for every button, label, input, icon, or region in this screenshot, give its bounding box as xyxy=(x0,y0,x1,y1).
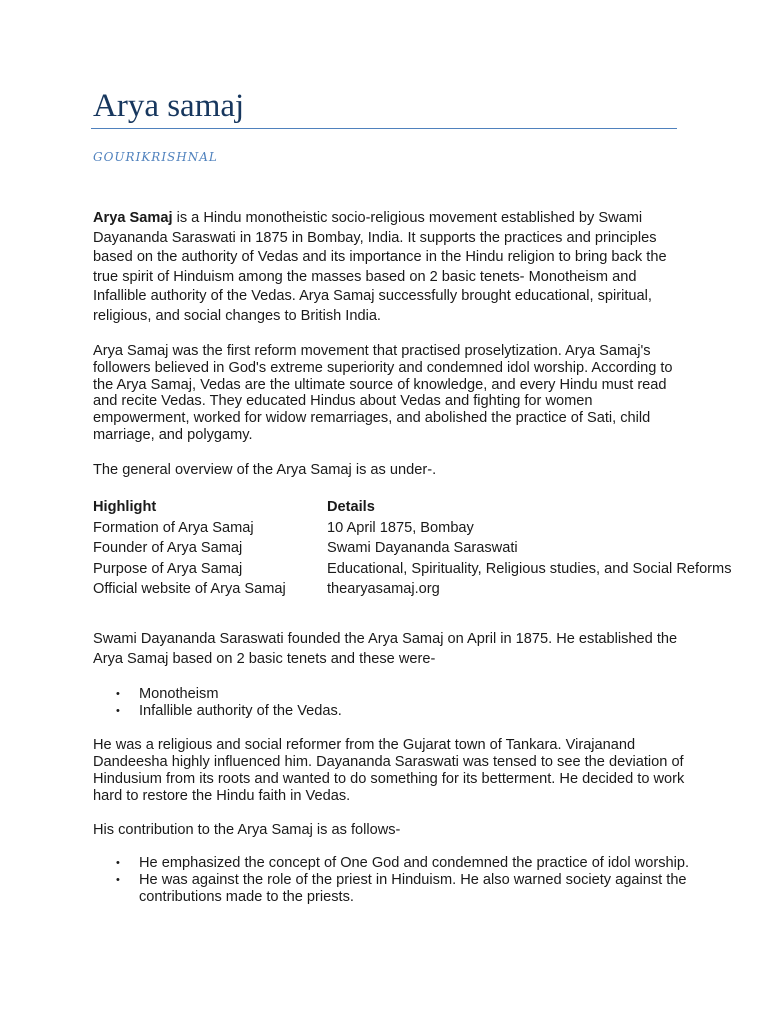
list-item-text: Infallible authority of the Vedas. xyxy=(139,703,342,719)
document-author: GOURIKRISHNAL xyxy=(93,150,218,164)
intro-paragraph xyxy=(93,209,693,327)
list-item-text: He emphasized the concept of One God and condemned the practice of idol worship. xyxy=(139,855,690,871)
document-title: Arya samaj xyxy=(93,88,245,124)
table-cell-details: 10 April 1875, Bombay xyxy=(327,519,474,536)
list-item xyxy=(93,872,693,906)
founding-paragraph: Swami Dayananda Saraswati founded the Arya Samaj on April in 1875. He established the Arya Samaj based on 2 basic tenets and these were- xyxy=(93,631,678,667)
contributions-list xyxy=(93,855,693,906)
list-item xyxy=(93,686,693,703)
table-cell-highlight: Official website of Arya Samaj xyxy=(93,581,286,598)
list-item xyxy=(93,855,693,872)
list-item-text: Monotheism xyxy=(139,686,219,702)
table-cell-highlight: Formation of Arya Samaj xyxy=(93,519,254,536)
bullet-icon: • xyxy=(116,688,120,700)
intro-lead-term: Arya Samaj xyxy=(93,210,173,226)
list-item-text: He was against the role of the priest in Hinduism. He also warned society against the contributions made to the priests. xyxy=(139,872,687,905)
overview-table xyxy=(93,497,732,600)
overview-intro: The general overview of the Arya Samaj is as under-. xyxy=(93,462,437,478)
table-row xyxy=(93,559,732,580)
bullet-icon: • xyxy=(116,874,120,886)
reformer-paragraph: He was a religious and social reformer from the Gujarat town of Tankara. Virajanand Dandeesha highly influenced him. Dayananda Saraswati was tensed to see the deviation of Hindusium from its roots and wanted to do something for its betterment. He decided to work hard to restore the Hindu faith in Vedas. xyxy=(93,737,685,804)
table-row xyxy=(93,518,732,539)
table-header-row xyxy=(93,497,732,518)
table-row xyxy=(93,579,732,600)
bullet-icon: • xyxy=(116,705,120,717)
table-cell-details: thearyasamaj.org xyxy=(327,581,440,598)
reform-paragraph: Arya Samaj was the first reform movement that practised proselytization. Arya Samaj's followers believed in God's extreme superiority and condemned idol worship. According to the Arya Samaj, Vedas are the ultimate source of knowledge, and every Hindu must read and recite Vedas. They educated Hindus about Vedas and fighting for women empowerment, worked for widow remarriages, and abolished the practice of Sati, child marriage, and polygamy. xyxy=(93,343,673,443)
table-header-highlight: Highlight xyxy=(93,499,157,516)
table-header-details: Details xyxy=(327,499,375,516)
table-cell-details: Educational, Spirituality, Religious studies, and Social Reforms xyxy=(327,560,732,577)
table-cell-details: Swami Dayananda Saraswati xyxy=(327,540,518,557)
table-cell-highlight: Founder of Arya Samaj xyxy=(93,540,243,557)
table-cell-highlight: Purpose of Arya Samaj xyxy=(93,560,243,577)
title-underline xyxy=(91,128,677,129)
intro-text: is a Hindu monotheistic socio-religious movement established by Swami Dayananda Saraswati in 1875 in Bombay, India. It supports the practices and principles based on the authority of Vedas and its importance in the Hindu religion to bring back the true spirit of Hinduism among the masses based on 2 basic tenets- Monotheism and Infallible authority of the Vedas. Arya Samaj successfully brought educational, spiritual, religious, and social changes to British India. xyxy=(93,210,667,324)
table-row xyxy=(93,538,732,559)
tenets-list xyxy=(93,686,693,720)
bullet-icon: • xyxy=(116,857,120,869)
list-item xyxy=(93,703,693,720)
contribution-intro: His contribution to the Arya Samaj is as follows- xyxy=(93,822,401,838)
